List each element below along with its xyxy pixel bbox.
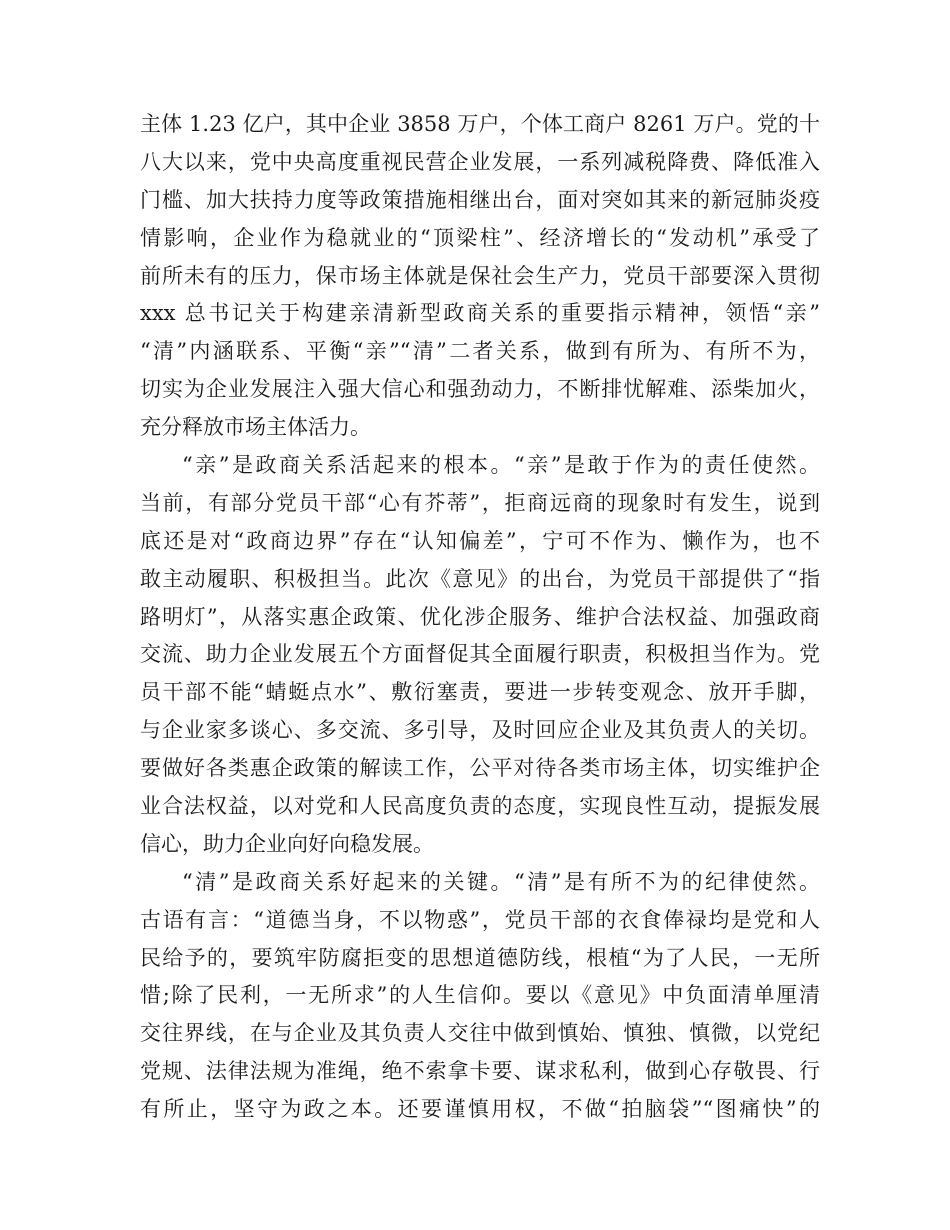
text-line: 古语有言：“道德当身，不以物惑”，党员干部的衣食俸禄均是党和人	[140, 907, 820, 932]
text-line: 交流、助力企业发展五个方面督促其全面履行职责，积极担当作为。党	[140, 642, 820, 667]
text-line: “清”内涵联系、平衡“亲”“清”二者关系，做到有所为、有所不为，	[140, 339, 820, 364]
text-line: 与企业家多谈心、多交流、多引导，及时回应企业及其负责人的关切。	[140, 718, 820, 743]
text-line: 路明灯”，从落实惠企政策、优化涉企服务、维护合法权益、加强政商	[140, 604, 820, 629]
text-line: 前所未有的压力，保市场主体就是保社会生产力，党员干部要深入贯彻	[140, 263, 820, 288]
text-line: 门槛、加大扶持力度等政策措施相继出台，面对突如其来的新冠肺炎疫	[140, 187, 820, 212]
text-line: 有所止，坚守为政之本。还要谨慎用权，不做“拍脑袋”“图痛快”的	[140, 1097, 820, 1122]
text-line: 当前，有部分党员干部“心有芥蒂”，拒商远商的现象时有发生，说到	[140, 490, 820, 515]
text-line: 情影响，企业作为稳就业的“顶梁柱”、经济增长的“发动机”承受了	[140, 225, 820, 250]
text-line: 惜;除了民利，一无所求”的人生信仰。要以《意见》中负面清单厘清	[140, 983, 820, 1008]
paragraph-end-line: 充分释放市场主体活力。	[140, 415, 371, 440]
text-line: 八大以来，党中央高度重视民营企业发展，一系列减税降费、降低准入	[140, 149, 820, 174]
text-line: xxx 总书记关于构建亲清新型政商关系的重要指示精神，领悟“亲”	[140, 301, 820, 326]
paragraph-start-line: “亲”是政商关系活起来的根本。“亲”是敢于作为的责任使然。	[182, 453, 820, 478]
text-line: 主体 1.23 亿户，其中企业 3858 万户，个体工商户 8261 万户。党的十	[140, 112, 820, 136]
paragraph-end-line: 信心，助力企业向好向稳发展。	[140, 831, 434, 856]
text-line: 敢主动履职、积极担当。此次《意见》的出台，为党员干部提供了“指	[140, 566, 820, 591]
text-line: 民给予的，要筑牢防腐拒变的思想道德防线，根植“为了人民，一无所	[140, 945, 820, 970]
paragraph-start-line: “清”是政商关系好起来的关键。“清”是有所不为的纪律使然。	[182, 869, 820, 894]
text-line: 交往界线，在与企业及其负责人交往中做到慎始、慎独、慎微，以党纪	[140, 1021, 820, 1046]
body-text	[140, 106, 820, 1129]
text-line: 业合法权益，以对党和人民高度负责的态度，实现良性互动，提振发展	[140, 794, 820, 819]
text-line: 要做好各类惠企政策的解读工作，公平对待各类市场主体，切实维护企	[140, 756, 820, 781]
text-line: 底还是对“政商边界”存在“认知偏差”，宁可不作为、懒作为，也不	[140, 528, 820, 553]
text-line: 切实为企业发展注入强大信心和强劲动力，不断排忧解难、添柴加火，	[140, 377, 820, 402]
text-line: 员干部不能“蜻蜓点水”、敷衍塞责，要进一步转变观念、放开手脚，	[140, 680, 820, 705]
text-line: 党规、法律法规为准绳，绝不索拿卡要、谋求私利，做到心存敬畏、行	[140, 1059, 820, 1084]
